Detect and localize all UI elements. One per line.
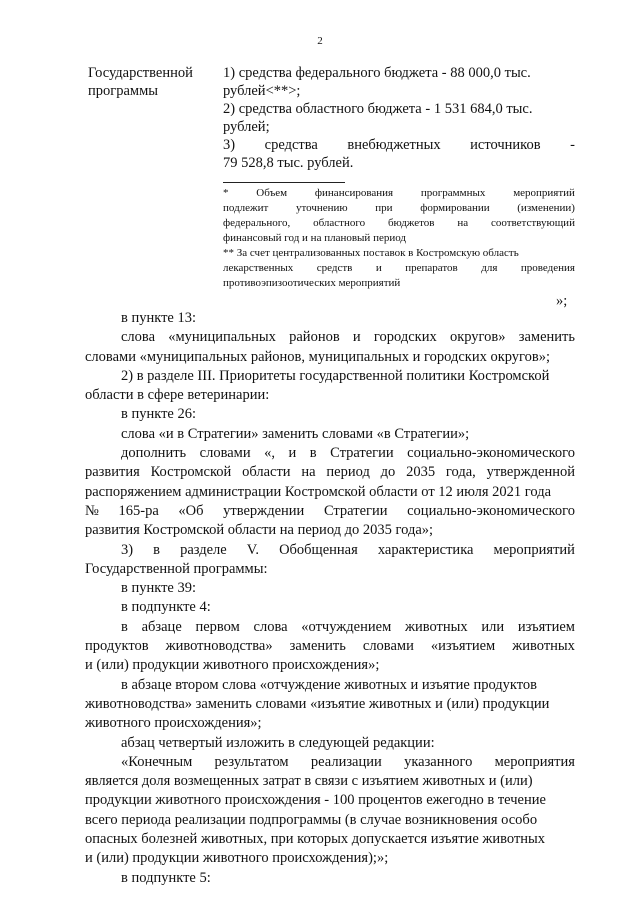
text-line <box>85 734 575 753</box>
text-line <box>85 598 575 617</box>
word: указанного <box>404 753 473 770</box>
word: животноводства» <box>165 638 273 655</box>
paragraph <box>85 367 575 406</box>
text-line <box>85 560 575 579</box>
word: продуктов <box>85 638 149 655</box>
word: формировании <box>420 202 490 214</box>
word: на <box>301 464 316 481</box>
word: федерального, <box>223 217 291 229</box>
word: разделе <box>180 541 227 558</box>
word: соответствующий <box>490 217 575 229</box>
word: животного происхождения»; <box>85 715 262 732</box>
text-line <box>85 830 575 849</box>
word: подлежит <box>223 202 269 214</box>
word: в абзаце втором слова «отчуждение животных и изъятие продуктов <box>121 676 538 693</box>
word: городских <box>373 329 437 346</box>
word: на <box>457 217 469 229</box>
text-line <box>85 869 575 888</box>
word: абзац четвертый изложить в следующей редакции: <box>121 734 435 751</box>
word: развития Костромской области на период до 2035 года»; <box>85 522 434 539</box>
word: дополнить <box>121 445 187 462</box>
text-line <box>85 579 575 598</box>
word: № <box>85 502 99 519</box>
word: Стратегии <box>330 445 394 462</box>
paragraph <box>85 734 575 753</box>
word: заменить <box>289 638 346 655</box>
word: социально-экономического <box>407 445 575 462</box>
funding-line <box>223 118 575 136</box>
text-line <box>85 405 575 424</box>
text-line <box>85 521 575 540</box>
word: опасных болезней животных, при которых допускается изъятие животных <box>85 831 546 848</box>
word: в пункте 26: <box>121 406 197 423</box>
word: Государственной программы: <box>85 560 268 577</box>
word: слова «и в Стратегии» заменить словами «в Стратегии»; <box>121 425 470 442</box>
page-number: 2 <box>317 35 323 47</box>
text-line <box>85 348 575 367</box>
word: характеристика <box>377 541 474 558</box>
word: 2) в разделе III. Приоритеты государственной политики Костромской <box>121 367 550 384</box>
word: или <box>481 618 505 635</box>
text-line <box>85 483 575 502</box>
label-line: программы <box>88 83 158 99</box>
paragraph <box>85 425 575 444</box>
word: период <box>326 464 370 481</box>
text-line <box>85 791 575 810</box>
footnote-line <box>223 231 575 246</box>
word: «, <box>264 445 275 462</box>
word: утвержденной <box>486 464 575 481</box>
paragraph <box>85 869 575 888</box>
footnote-line <box>223 246 575 261</box>
word: «Об <box>178 502 204 519</box>
word: районов <box>289 329 340 346</box>
word: в <box>153 541 161 558</box>
word: словами <box>362 638 414 655</box>
word: ** За счет централизованных поставок в Костромскую область <box>223 247 519 259</box>
word: программных <box>420 187 486 199</box>
text-line <box>85 502 575 521</box>
word: первом <box>195 618 240 635</box>
word: и <box>352 329 361 346</box>
word: 2035 <box>406 464 436 481</box>
word: мероприятия <box>494 753 575 770</box>
text-line <box>85 618 575 637</box>
text-line <box>85 714 575 733</box>
word: животных <box>404 618 468 635</box>
word: года, <box>445 464 476 481</box>
word: в <box>309 445 317 462</box>
word: области <box>242 464 291 481</box>
footnote-line <box>223 261 575 276</box>
paragraph <box>85 753 575 869</box>
word: противоэпизоотических мероприятий <box>223 277 401 289</box>
footnote-line <box>223 201 575 216</box>
text-line <box>85 676 575 695</box>
word: для <box>481 262 498 274</box>
word: словами «муниципальных районов, муниципальных и городских округов»; <box>85 348 551 365</box>
word: * <box>223 187 229 199</box>
passport-funding-value <box>223 64 575 172</box>
paragraph <box>85 579 575 598</box>
paragraph <box>85 444 575 540</box>
word: животноводства» заменить словами «изъятие животных и (или) продукции <box>85 695 550 712</box>
word: распоряжением администрации Костромской области от 12 июля 2021 года <box>85 483 552 500</box>
word: областного <box>313 217 366 229</box>
footnote-line <box>223 186 575 201</box>
text-line <box>85 541 575 560</box>
word: изъятием <box>517 618 575 635</box>
word: словами <box>199 445 251 462</box>
word: утверждении <box>223 502 305 519</box>
text-line <box>85 309 575 328</box>
closing-quote: »; <box>556 293 568 309</box>
word: препаратов <box>405 262 458 274</box>
word: рублей<**>; <box>223 83 301 99</box>
word: заменить <box>518 329 575 346</box>
word: V. <box>246 541 260 558</box>
text-line <box>85 695 575 714</box>
text-line <box>85 811 575 830</box>
word: проведения <box>520 262 575 274</box>
text-line <box>85 656 575 675</box>
word: и (или) продукции животного происхождения);»; <box>85 850 389 867</box>
word: 1) средства федерального бюджета - 88 000,0 тыс. <box>223 65 531 81</box>
word: источников <box>470 137 541 153</box>
word: средств <box>316 262 353 274</box>
word: до <box>380 464 396 481</box>
word: области в сфере ветеринарии: <box>85 387 270 404</box>
word: Обобщенная <box>279 541 358 558</box>
word: «муниципальных <box>168 329 276 346</box>
word: и <box>288 445 297 462</box>
word: мероприятий <box>513 187 575 199</box>
word: при <box>375 202 393 214</box>
funding-line <box>223 82 575 100</box>
word: Стратегии <box>323 502 388 519</box>
funding-line <box>223 154 575 172</box>
word: «отчуждением <box>301 618 392 635</box>
paragraph <box>85 328 575 367</box>
word: и (или) продукции животного происхождения»; <box>85 657 380 674</box>
word: развития <box>85 464 140 481</box>
word: 3) <box>223 137 236 153</box>
word: 79 528,8 тыс. рублей. <box>223 155 354 171</box>
word: в пункте 39: <box>121 580 197 597</box>
word: 2) средства областного бюджета - 1 531 684,0 тыс. <box>223 101 533 117</box>
text-line <box>85 772 575 791</box>
word: слова <box>253 618 288 635</box>
word: рублей; <box>223 119 270 135</box>
text-line <box>85 463 575 482</box>
word: финансирования <box>314 187 394 199</box>
word: реализации <box>310 753 382 770</box>
word: результатом <box>214 753 289 770</box>
word: (изменении) <box>517 202 575 214</box>
word: «изъятием <box>430 638 496 655</box>
word: социально-экономического <box>407 502 575 519</box>
paragraph <box>85 541 575 580</box>
document-body <box>85 309 575 888</box>
text-line <box>85 425 575 444</box>
text-line <box>85 386 575 405</box>
word: округов» <box>449 329 506 346</box>
text-line <box>85 444 575 463</box>
word: является доля возмещенных затрат в связи с изъятием животных и (или) <box>85 773 533 790</box>
word: продукции животного происхождения - 100 процентов ежегодно в течение <box>85 792 546 809</box>
text-line <box>85 753 575 772</box>
word: средства <box>264 137 318 153</box>
word: уточнению <box>295 202 348 214</box>
text-line <box>85 328 575 347</box>
text-line <box>85 367 575 386</box>
paragraph <box>85 309 575 328</box>
word: 3) <box>121 541 134 558</box>
paragraph <box>85 598 575 617</box>
word: финансовый год и на плановый период <box>223 232 406 244</box>
text-line <box>85 637 575 656</box>
word: в <box>121 618 128 635</box>
funding-line <box>223 100 575 118</box>
word: Костромской <box>150 464 232 481</box>
label-line: Государственной <box>88 65 193 81</box>
word: мероприятий <box>493 541 575 558</box>
word: Объем <box>256 187 288 199</box>
paragraph <box>85 405 575 424</box>
word: абзаце <box>141 618 182 635</box>
word: животных <box>512 638 575 655</box>
word: внебюджетных <box>347 137 441 153</box>
word: в подпункте 5: <box>121 869 211 886</box>
word: 165-ра <box>118 502 159 519</box>
word: в подпункте 4: <box>121 599 211 616</box>
paragraph <box>85 618 575 676</box>
footnote-line <box>223 276 575 291</box>
word: бюджетов <box>387 217 435 229</box>
word: - <box>570 137 575 153</box>
word: слова <box>121 329 156 346</box>
footnote-line <box>223 216 575 231</box>
word: «Конечным <box>121 753 193 770</box>
word: всего периода реализации подпрограммы (в случае возникновения особо <box>85 811 538 828</box>
footnotes <box>223 186 575 291</box>
funding-line <box>223 136 575 154</box>
funding-line <box>223 64 575 82</box>
footnote-divider <box>223 182 345 183</box>
word: в пункте 13: <box>121 310 197 326</box>
word: лекарственных <box>223 262 294 274</box>
paragraph <box>85 676 575 734</box>
word: и <box>375 262 382 274</box>
text-line <box>85 849 575 868</box>
passport-label <box>88 64 218 100</box>
